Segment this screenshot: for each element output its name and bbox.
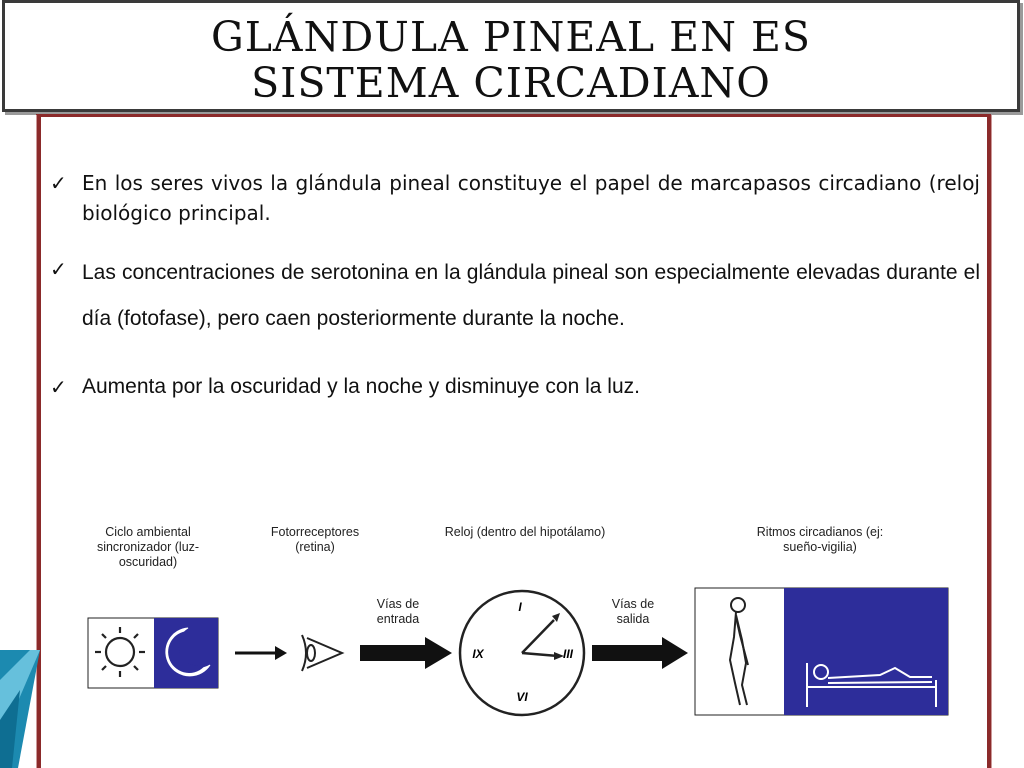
- bullet-text: En los seres vivos la glándula pineal constituye el papel de marcapasos circadiano (reloj biológico principal.: [82, 171, 980, 225]
- label-photoreceptors: Fotorreceptores (retina): [270, 525, 360, 554]
- output-arrow-icon: [592, 637, 688, 669]
- bullet-item: [50, 250, 980, 342]
- label-clock: Reloj (dentro del hipotálamo): [444, 525, 606, 539]
- slide-title: [5, 3, 1017, 106]
- clock-numeral: VI: [516, 690, 528, 704]
- arrow-icon: [235, 646, 287, 660]
- night-panel: [784, 588, 948, 715]
- frame-right: [987, 115, 992, 768]
- bullet-item: [50, 168, 980, 228]
- bullet-list: [50, 168, 980, 402]
- input-arrow-icon: [360, 637, 452, 669]
- clock-icon: [460, 591, 584, 715]
- bullet-text: Las concentraciones de serotonina en la glándula pineal son especialmente elevadas durante el día (fotofase), pero caen posteriormente durante la noche.: [82, 261, 980, 330]
- clock-numeral: IX: [472, 647, 484, 661]
- label-ambient-cycle: Ciclo ambiental sincronizador (luz-oscuridad): [96, 525, 200, 569]
- sleep-wake-box: [695, 588, 948, 715]
- label-input-pathways: Vías de entrada: [376, 597, 420, 626]
- clock-numeral: I: [518, 600, 522, 614]
- bullet-item: [50, 372, 980, 402]
- diagram-graphics: [80, 515, 960, 725]
- label-output-pathways: Vías de salida: [611, 597, 655, 626]
- circadian-diagram: [80, 515, 960, 725]
- light-dark-box: [88, 618, 218, 688]
- title-line-2: SISTEMA CIRCADIANO: [251, 59, 771, 107]
- bullet-text: Aumenta por la oscuridad y la noche y disminuye con la luz.: [82, 375, 640, 398]
- title-line-1: GLÁNDULA PINEAL EN ES: [210, 13, 812, 61]
- eye-icon: [302, 635, 342, 671]
- checkmark-icon: ✓: [50, 257, 67, 281]
- label-circadian-rhythms: Ritmos circadianos (ej: sueño-vigilia): [756, 525, 884, 554]
- title-box: [2, 0, 1020, 112]
- corner-decoration: [0, 620, 40, 768]
- checkmark-icon: ✓: [50, 171, 67, 195]
- checkmark-icon: ✓: [50, 375, 67, 399]
- clock-numeral: III: [562, 647, 574, 661]
- frame-top: [36, 114, 991, 117]
